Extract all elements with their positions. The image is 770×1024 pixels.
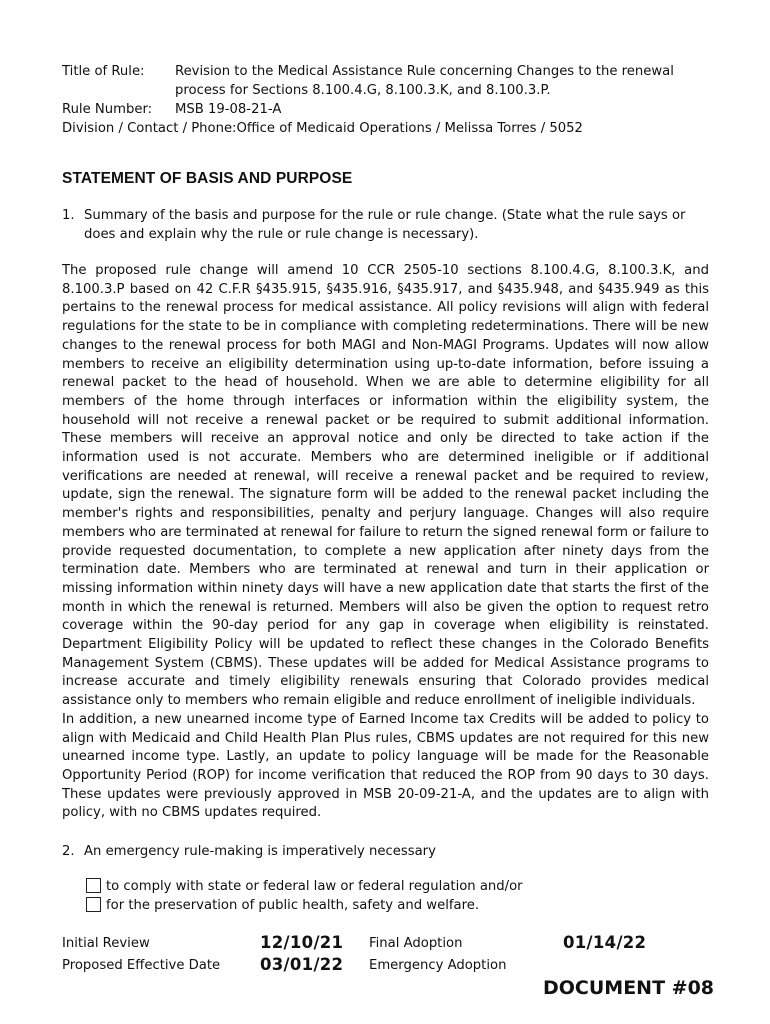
checkbox-row-health[interactable] xyxy=(86,897,479,915)
final-adoption-label: Final Adoption xyxy=(369,936,463,951)
rule-title-value: Revision to the Medical Assistance Rule concerning Changes to the renewal process for Sections 8.100.4.G, 8.100.3.K, and 8.100.3.P. xyxy=(175,64,674,98)
item-2-number: 2. xyxy=(62,844,75,859)
initial-review-label: Initial Review xyxy=(62,936,150,951)
law-checkbox-label: to comply with state or federal law or federal regulation and/or xyxy=(106,879,523,894)
body-text xyxy=(62,262,709,823)
rule-number-value: MSB 19-08-21-A xyxy=(175,102,282,117)
contact-row xyxy=(62,120,722,139)
document-number: DOCUMENT #08 xyxy=(543,977,715,999)
initial-review-date: 12/10/21 xyxy=(260,933,344,952)
rule-number-label: Rule Number: xyxy=(62,102,153,117)
law-checkbox[interactable] xyxy=(86,878,101,893)
health-checkbox-label: for the preservation of public health, safety and welfare. xyxy=(106,898,480,913)
section-title: STATEMENT OF BASIS AND PURPOSE xyxy=(62,170,353,187)
item-1-text: Summary of the basis and purpose for the rule or rule change. (State what the rule says or does and explain why the rule or rule change is necessary). xyxy=(84,208,686,242)
item-1-number: 1. xyxy=(62,208,75,223)
proposed-effective-date: 03/01/22 xyxy=(260,955,344,974)
health-checkbox[interactable] xyxy=(86,897,101,912)
body-paragraph-2: In addition, a new unearned income type of Earned Income tax Credits will be added to policy to align with Medicaid and Child Health Plan Plus rules, CBMS updates are not required for this new unearned income type. Lastly, an update to policy language will be made for the Reasonable Opportunity Period (ROP) for income verification that reduced the ROP from 90 days to 30 days. These updates were previously approved in MSB 20-09-21-A, and the updates are to align with policy, with no CBMS updates required. xyxy=(62,711,709,821)
final-adoption-date: 01/14/22 xyxy=(563,933,647,952)
item-2-text: An emergency rule-making is imperatively necessary xyxy=(84,844,436,859)
item-2 xyxy=(62,843,710,862)
emergency-adoption-label: Emergency Adoption xyxy=(369,958,507,973)
contact-label: Division / Contact / Phone: xyxy=(62,121,237,136)
contact-value: Office of Medicaid Operations / Melissa Torres / 5052 xyxy=(236,121,583,136)
rule-title-label: Title of Rule: xyxy=(62,64,145,79)
proposed-effective-label: Proposed Effective Date xyxy=(62,958,221,973)
checkbox-row-law[interactable] xyxy=(86,878,523,896)
item-1 xyxy=(62,207,710,244)
body-paragraph-1: The proposed rule change will amend 10 CCR 2505-10 sections 8.100.4.G, 8.100.3.K, and 8.100.3.P based on 42 C.F.R §435.915, §435.916, §435.917, and §435.948, and §435.949 as this pertains to the renewal process for medical assistance. All policy revisions will align with federal regulations for the state to be in compliance with completing redeterminations. There will be new changes to the renewal process for both MAGI and Non-MAGI Programs. Updates will now allow members to receive an eligibility determination using up-to-date information, before issuing a renewal packet to the head of household. When we are able to determine eligibility for all members of the home through interfaces or information within the eligibility system, the household will not receive a renewal packet or be required to submit additional information. These members will receive an approval notice and only be directed to take action if the information used is not accurate. Members who are determined ineligible or if additional verifications are needed at renewal, will receive a renewal packet and be required to review, update, sign the renewal. The signature form will be added to the renewal packet including the member's rights and responsibilities, penalty and perjury language. Changes will also require members who are terminated at renewal for failure to return the signed renewal form or failure to provide requested documentation, to complete a new application after ninety days from the termination date. Members who are terminated at renewal and turn in their application or missing information within ninety days will have a new application date that starts the first of the month in which the renewal is returned. Members will also be given the option to request retro coverage within the 90-day period for any gap in coverage when eligibility is reinstated. Department Eligibility Policy will be updated to reflect these changes in the Colorado Benefits Management System (CBMS). These updates will be added for Medical Assistance programs to increase accurate and timely eligibility renewals ensuring that Colorado provides medical assistance only to members who remain eligible and reduce enrollment of ineligible individuals. xyxy=(62,263,709,709)
